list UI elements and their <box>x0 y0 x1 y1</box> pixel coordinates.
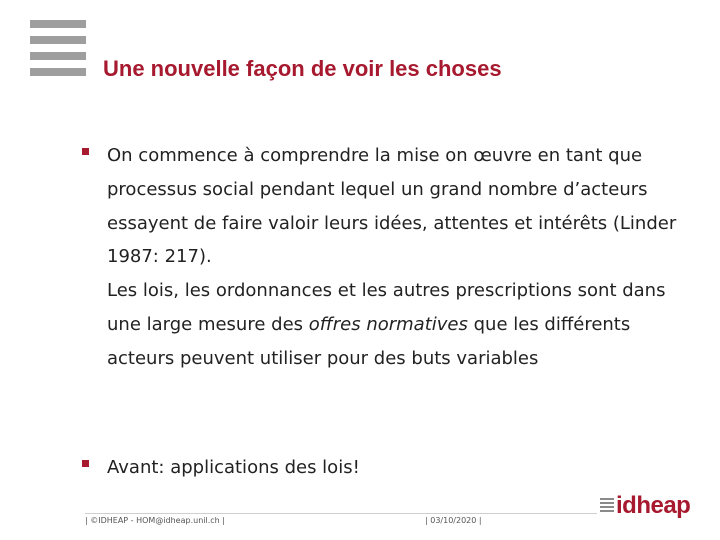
italic-term: offres normatives <box>308 313 468 335</box>
bullet-text <box>107 139 692 376</box>
footer-copyright: | ©IDHEAP - HOM@idheap.unil.ch | <box>85 516 225 525</box>
bullet-text: Avant: applications des lois! <box>107 457 360 478</box>
menu-lines-icon <box>30 20 86 76</box>
bullet-item <box>82 451 692 485</box>
footer-divider <box>85 513 597 514</box>
logo-lines-icon <box>600 498 614 514</box>
footer-date: | 03/10/2020 | <box>425 516 482 525</box>
bullet-item <box>82 139 692 376</box>
bullet-square-icon <box>82 148 89 155</box>
bullet-square-icon <box>82 460 89 467</box>
logo-text: idheap <box>616 492 691 519</box>
paragraph-text: Les lois, les ordonnances et les autres prescriptions sont dans une large mesure des <box>107 280 666 335</box>
bullet-paragraph: On commence à comprendre la mise on œuvre en tant que processus social pendant lequel un grand nombre d’acteurs essayent de faire valoir leurs idées, attentes et intérêts (Linder 1987: 217). <box>107 145 677 268</box>
slide-title: Une nouvelle façon de voir les choses <box>103 56 502 81</box>
bullet-paragraph <box>107 274 692 375</box>
paragraph-text: que les différents acteurs peuvent utiliser pour des buts variables <box>107 313 631 369</box>
